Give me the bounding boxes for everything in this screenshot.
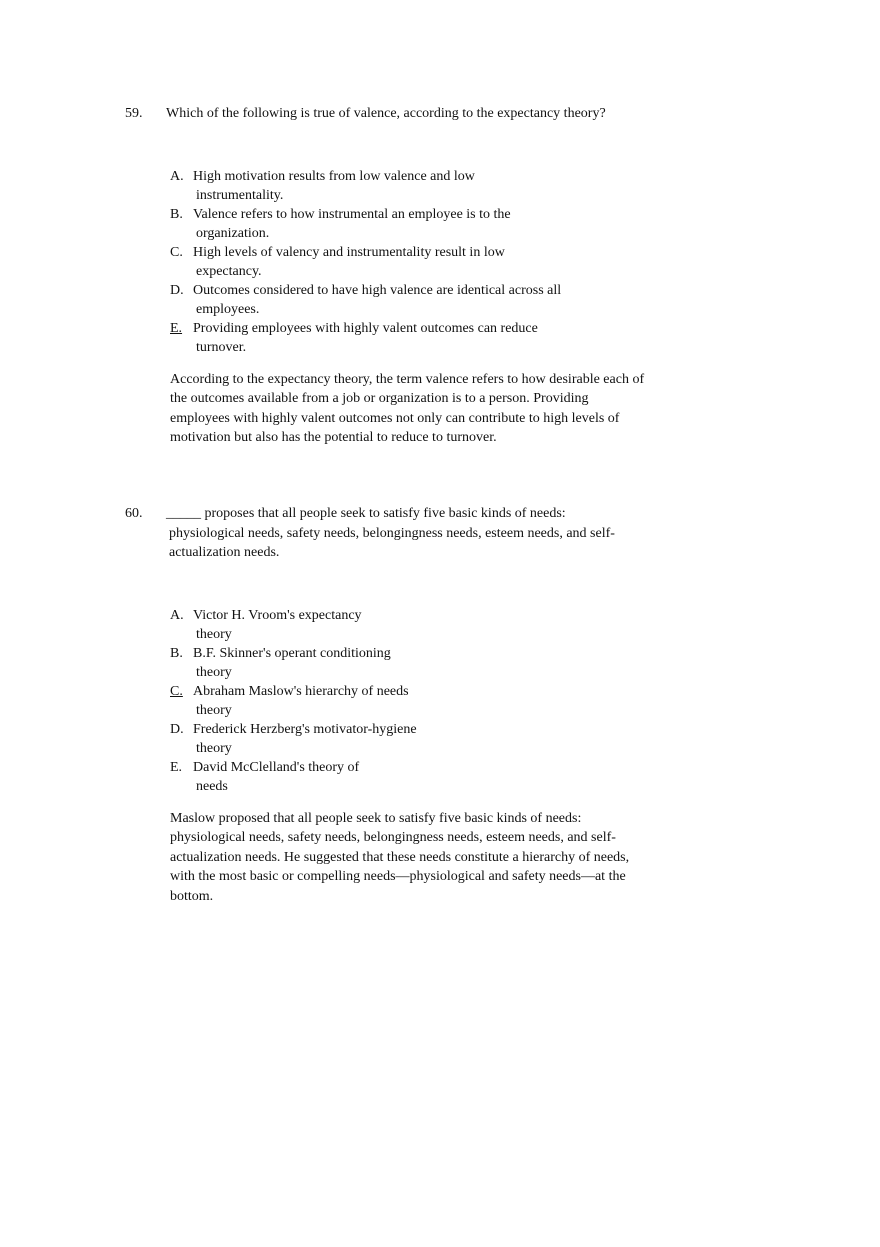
option-e (170, 319, 590, 357)
question-text-continued: physiological needs, safety needs, belongingness needs, esteem needs, and self-actualization needs. (169, 525, 615, 560)
option-text-line2: theory (196, 626, 232, 642)
question-text (166, 504, 636, 563)
option-text-line1: Providing employees with highly valent outcomes can reduce (193, 320, 538, 336)
option-text-line2: instrumentality. (196, 187, 284, 203)
option-a (170, 167, 590, 205)
question-60 (0, 504, 880, 906)
option-text-line1: David McClelland's theory of (193, 759, 360, 775)
option-letter-correct: C. (170, 683, 183, 699)
option-e (170, 758, 590, 796)
option-text-line1: Frederick Herzberg's motivator-hygiene (193, 721, 417, 737)
option-text-line1: Valence refers to how instrumental an employee is to the (193, 206, 511, 222)
option-text-line1: Abraham Maslow's hierarchy of needs (193, 683, 409, 699)
option-text-line2: expectancy. (196, 263, 262, 279)
option-b (170, 205, 590, 243)
option-text-line1: Outcomes considered to have high valence are identical across all (193, 282, 562, 298)
option-text-line2: turnover. (196, 339, 247, 355)
option-text-line2: needs (196, 778, 228, 794)
option-text-line2: theory (196, 740, 232, 756)
option-letter-correct: E. (170, 320, 183, 336)
option-letter: A. (170, 168, 184, 184)
answer-options (170, 606, 590, 796)
option-text-line2: theory (196, 702, 232, 718)
fill-in-blank: _____ (166, 506, 201, 521)
option-letter: B. (170, 206, 183, 222)
option-a (170, 606, 590, 644)
option-text-line2: employees. (196, 301, 260, 317)
question-number: 59. (125, 106, 143, 121)
answer-explanation: According to the expectancy theory, the term valence refers to how desirable each of the outcomes available from a job or organization is to a person. Providing employees with highly valent outcomes not only can contribute to high levels of motivation but also has the potential to reduce to turnover. (170, 371, 645, 446)
option-text-line2: theory (196, 664, 232, 680)
option-b (170, 644, 590, 682)
option-c (170, 243, 590, 281)
option-d (170, 281, 590, 319)
option-text-line1: High motivation results from low valence and low (193, 168, 475, 184)
option-letter: D. (170, 721, 184, 737)
question-59 (0, 104, 880, 448)
option-text-line1: Victor H. Vroom's expectancy (193, 607, 362, 623)
question-text-line1: proposes that all people seek to satisfy five basic kinds of needs: (204, 506, 566, 521)
answer-options (170, 167, 590, 357)
option-letter: D. (170, 282, 184, 298)
question-number: 60. (125, 506, 143, 521)
option-c (170, 682, 590, 720)
option-text-line1: High levels of valency and instrumentality result in low (193, 244, 505, 260)
option-letter: B. (170, 645, 183, 661)
answer-explanation: Maslow proposed that all people seek to satisfy five basic kinds of needs: physiological needs, safety needs, belongingness needs, esteem needs, and self-actualization needs. He suggested that these needs constitute a hierarchy of needs, with the most basic or compelling needs—physiological and safety needs—at the bottom. (170, 810, 630, 904)
question-header (0, 104, 880, 124)
option-text-line2: organization. (196, 225, 270, 241)
question-header (0, 504, 880, 563)
option-letter: C. (170, 244, 183, 260)
option-letter: E. (170, 759, 183, 775)
question-text: Which of the following is true of valence, according to the expectancy theory? (166, 106, 606, 121)
option-text-line1: B.F. Skinner's operant conditioning (193, 645, 391, 661)
option-d (170, 720, 590, 758)
option-letter: A. (170, 607, 184, 623)
